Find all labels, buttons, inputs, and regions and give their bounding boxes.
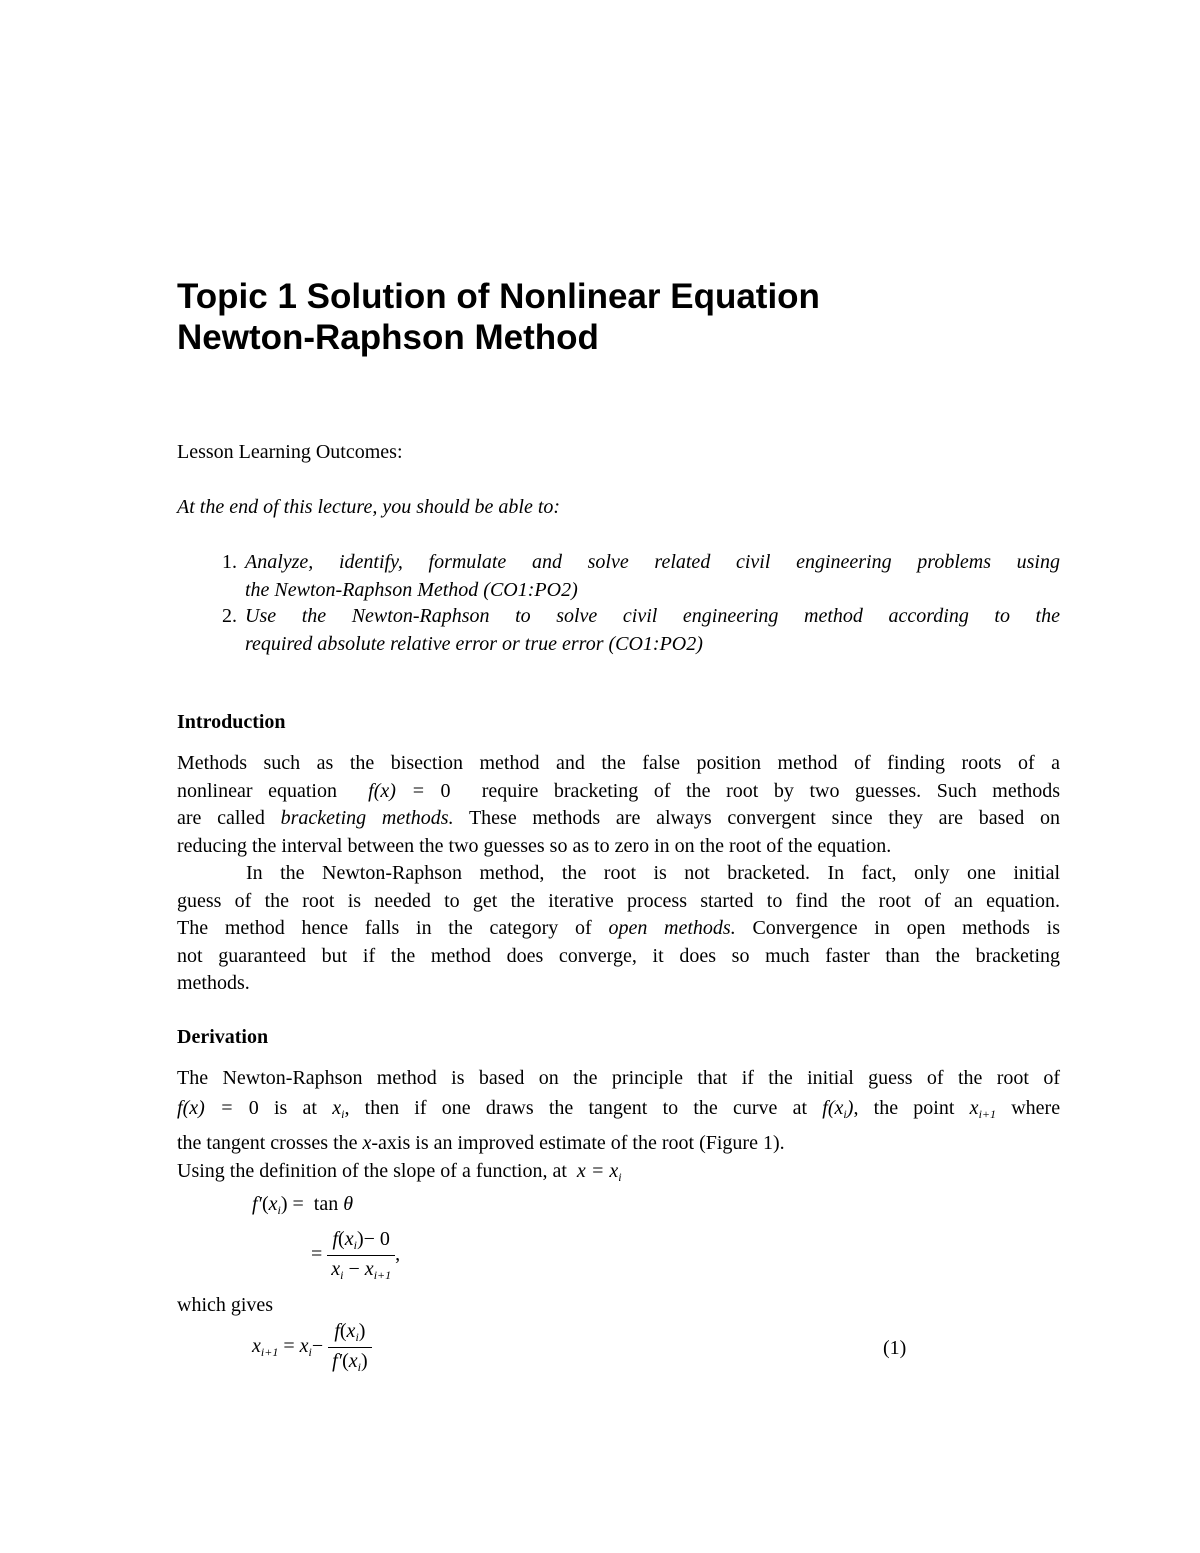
text-line: not guaranteed but if the method does converge, it does so much faster than the bracketing [177,944,1060,967]
emphasis-text: open methods. [608,917,736,939]
text-line: the tangent crosses the x-axis is an improved estimate of the root (Figure 1). [177,1132,785,1154]
inline-equation: $x = x_i$ [576,1159,622,1184]
text-line: Using the definition of the slope of a function, at $x = x_i$ [177,1159,622,1184]
title-line-2: Newton-Raphson Method [177,318,599,357]
outcomes-intro: At the end of this lecture, you should be able to: [177,496,561,518]
equation-number: (1) [883,1337,907,1359]
equation-slope-fraction: = $\frac{f(x_i)- 0}{x_i - x_{i+1}}$ , [311,1228,401,1282]
inline-equation: f(x) = 0 [177,1096,259,1119]
outcome-item-2 [222,603,1060,658]
inline-equation: f(x) = 0 [368,779,451,802]
title-line-1: Topic 1 Solution of Nonlinear Equation [177,277,820,316]
text-line: reducing the interval between the two guesses so as to zero in on the root of the equation. [177,834,892,857]
outcome-text-line: Use the Newton-Raphson to solve civil engineering method according to the [245,605,1060,627]
introduction-heading: Introduction [177,711,286,733]
fraction: $\frac{f(x_i)}{f'(x_i)}$ [328,1320,372,1375]
text-line: methods. [177,972,250,994]
text-line: f(x) = 0 is at $x_i$, then if one draws the tangent to the curve at $f(x_i)$, the point $x_{i+1}$ where [177,1096,1061,1121]
inline-equation: $f(x_i)$ [822,1096,854,1121]
text-line: The method hence falls in the category of open methods. Convergence in open methods is [177,917,1061,939]
derivation-heading: Derivation [177,1026,269,1048]
text-line: In the Newton-Raphson method, the root is not bracketed. In fact, only one initial [246,862,1060,884]
text-line: The Newton-Raphson method is based on the principle that if the initial guess of the root of [177,1067,1060,1089]
outcome-text-line: required absolute relative error or true error (CO1:PO2) [245,632,703,655]
text-line: nonlinear equation f(x) = 0 require bracketing of the root by two guesses. Such methods [177,779,1061,802]
introduction-paragraph [177,750,1060,998]
outcome-number: 1. [222,551,237,573]
outcome-item-1 [222,549,1060,604]
equation-slope: $f'(x_i) = \tan \theta$ [252,1193,354,1217]
inline-variable: $x_i$ [332,1096,345,1121]
outcome-text-line: Analyze, identify, formulate and solve related civil engineering problems using [245,551,1060,573]
text-line: are called bracketing methods. These methods are always convergent since they are based on [177,807,1060,829]
text-line: guess of the root is needed to get the iterative process started to find the root of an equation. [177,889,1060,912]
emphasis-text: bracketing methods. [280,807,454,829]
page-title [177,276,820,358]
which-gives-text: which gives [177,1294,274,1316]
derivation-paragraph [177,1065,1060,1191]
equation-newton-raphson: $x_{i+1} = x_i-$ $\frac{f(x_i)}{f'(x_i)}$ [252,1320,372,1375]
fraction: $\frac{f(x_i)- 0}{x_i - x_{i+1}}$ [327,1228,395,1283]
text-line: Methods such as the bisection method and the false position method of finding roots of a [177,752,1060,774]
outcome-text-line: the Newton-Raphson Method (CO1:PO2) [245,578,578,601]
inline-variable: $x_{i+1}$ [969,1096,996,1121]
outcome-number: 2. [222,605,237,627]
outcomes-label: Lesson Learning Outcomes: [177,441,403,463]
